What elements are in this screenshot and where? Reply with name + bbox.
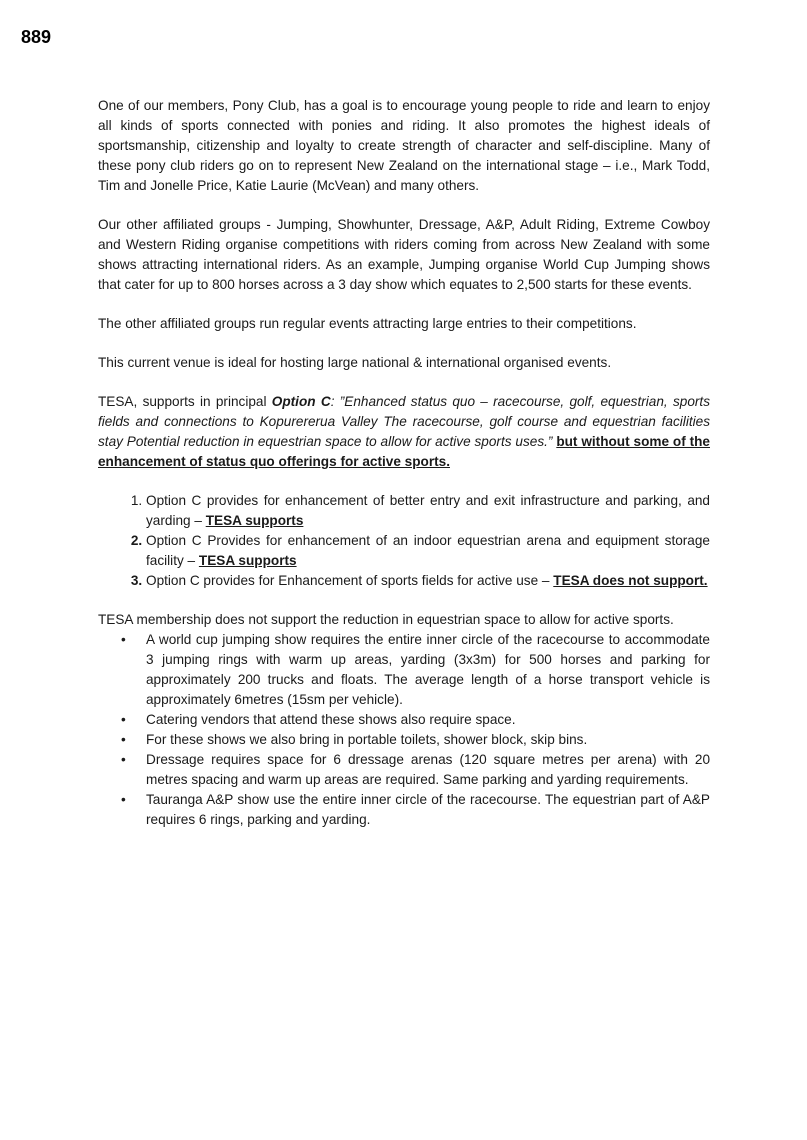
paragraph-membership: TESA membership does not support the reduction in equestrian space to allow for active sports. [98, 612, 674, 627]
paragraph-option-c [98, 392, 710, 472]
requirements-list [98, 630, 710, 830]
option-c-intro: TESA, supports in principal [98, 394, 272, 409]
option-item [146, 491, 710, 531]
list-item: • For these shows we also bring in portable toilets, shower block, skip bins. [146, 730, 710, 750]
options-list [98, 491, 710, 591]
document-body [98, 96, 710, 830]
list-item: • A world cup jumping show requires the entire inner circle of the racecourse to accommodate 3 jumping rings with warm up areas, yarding (3x3m) for 500 horses and parking for approximately 200 trucks and floats. The average length of a horse transport vehicle is approximately 6metres (15sm per vehicle). [146, 630, 710, 710]
list-item: • Dressage requires space for 6 dressage arenas (120 square metres per arena) with 20 metres spacing and warm up areas are required. Same parking and yarding requirements. [146, 750, 710, 790]
paragraph-venue: This current venue is ideal for hosting large national & international organised events. [98, 355, 612, 370]
option-c-label: Option C [271, 394, 331, 409]
option-c-quote: : ”Enhanced status quo – racecourse, golf, equestrian, sports fields and connections to Kopurererua Valley The racecourse, golf course and equestrian facilities stay Potential reduction in equestrian space to allow for active sports uses.” [98, 394, 711, 449]
option-text: Option C provides for enhancement of better entry and exit infrastructure and parking, and yarding – [146, 493, 710, 528]
paragraph-regular-events: The other affiliated groups run regular events attracting large entries to their competitions. [98, 316, 637, 331]
option-item [146, 531, 710, 571]
option-stance: TESA does not support. [553, 573, 708, 588]
option-item [146, 571, 710, 591]
page-number: 889 [21, 27, 52, 47]
paragraph-pony-club: One of our members, Pony Club, has a goal is to encourage young people to ride and learn to enjoy all kinds of sports connected with ponies and riding. It also promotes the highest ideals of sportsmanship, citizenship and loyalty to create strength of character and self-discipline. Many of these pony club riders go on to represent New Zealand on the international stage – i.e., Mark Todd, Tim and Jonelle Price, Katie Laurie (McVean) and many others. [98, 98, 710, 193]
option-stance: TESA supports [205, 513, 304, 528]
option-stance: TESA supports [198, 553, 297, 568]
list-item: • Tauranga A&P show use the entire inner circle of the racecourse. The equestrian part of A&P requires 6 rings, parking and yarding. [146, 790, 710, 830]
option-c-caveat: but without some of the enhancement of status quo offerings for active sports. [98, 434, 710, 469]
option-text: Option C Provides for enhancement of an indoor equestrian arena and equipment storage facility – [146, 533, 710, 568]
option-text: Option C provides for Enhancement of sports fields for active use – [146, 573, 554, 588]
paragraph-affiliated-groups: Our other affiliated groups - Jumping, Showhunter, Dressage, A&P, Adult Riding, Extreme Cowboy and Western Riding organise competitions with riders coming from across New Zealand with some shows attracting international riders. As an example, Jumping organise World Cup Jumping shows that cater for up to 800 horses across a 3 day show which equates to 2,500 starts for these events. [98, 217, 710, 292]
list-item: • Catering vendors that attend these shows also require space. [146, 710, 710, 730]
